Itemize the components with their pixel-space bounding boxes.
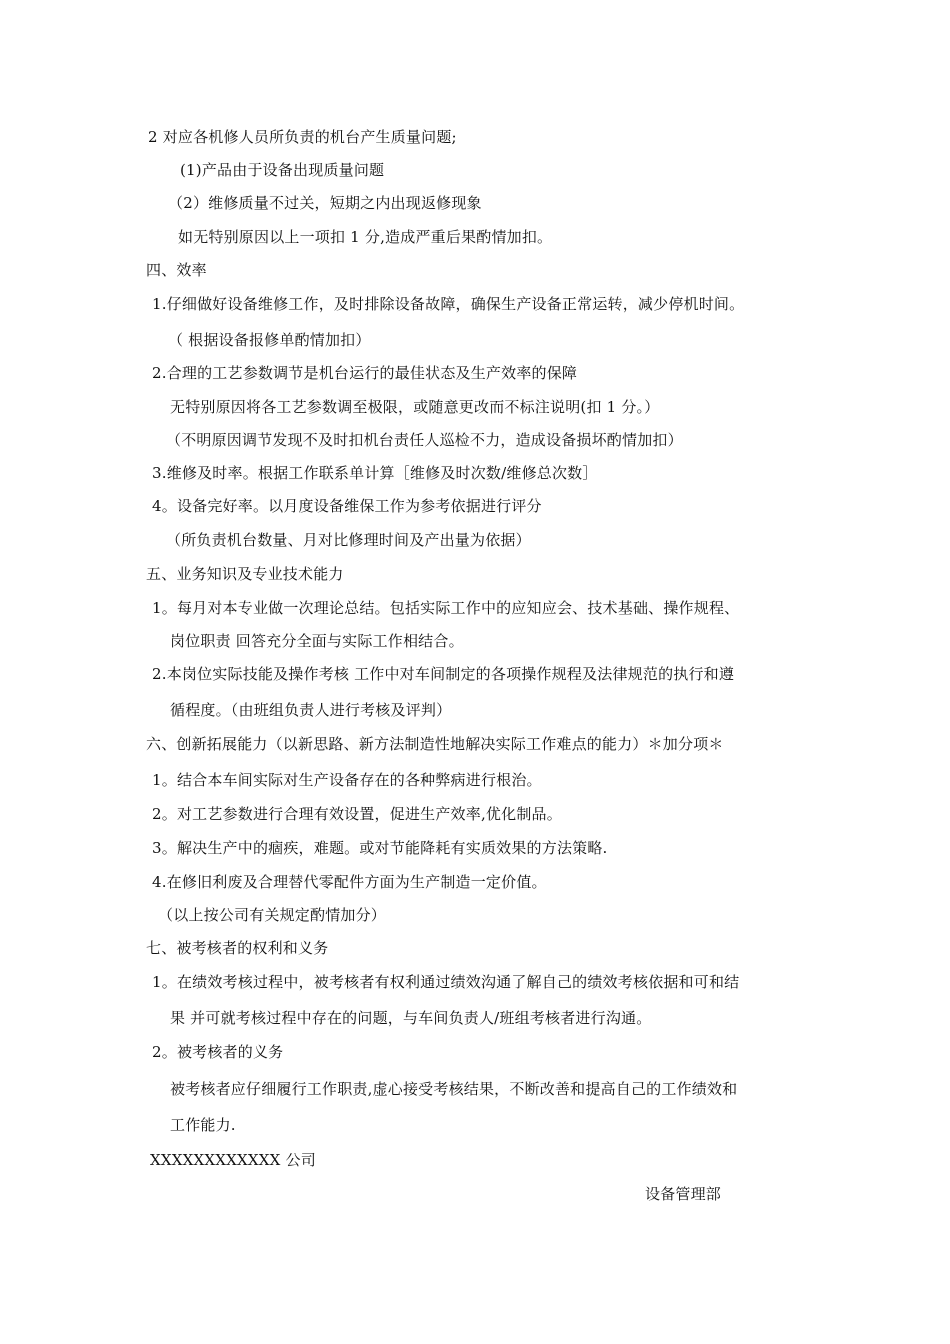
text-line: 如无特别原因以上一项扣 1 分,造成严重后果酌情加扣。: [178, 228, 553, 246]
text-line: 4。设备完好率。以月度设备维保工作为参考依据进行评分: [152, 497, 542, 515]
text-line: 4.在修旧利废及合理替代零配件方面为生产制造一定价值。: [152, 873, 547, 891]
text-line: 2.合理的工艺参数调节是机台运行的最佳状态及生产效率的保障: [152, 364, 578, 382]
text-line: 1.仔细做好设备维修工作，及时排除设备故障，确保生产设备正常运转，减少停机时间。: [152, 295, 745, 313]
section-heading: 六、创新拓展能力（以新思路、新方法制造性地解决实际工作难点的能力）＊加分项＊: [146, 735, 724, 753]
section-heading: 七、被考核者的权利和义务: [146, 939, 329, 957]
text-line: 2。对工艺参数进行合理有效设置，促进生产效率,优化制品。: [152, 805, 562, 823]
text-line: 2 对应各机修人员所负责的机台产生质量问题;: [148, 128, 457, 146]
text-line: （2）维修质量不过关，短期之内出现返修现象: [168, 194, 482, 212]
company-name: XXXXXXXXXXXX 公司: [150, 1151, 316, 1169]
text-line: 岗位职责 回答充分全面与实际工作相结合。: [170, 632, 464, 650]
text-line: 3.维修及时率。根据工作联系单计算［维修及时次数/维修总次数］: [152, 464, 598, 482]
text-line: 循程度。（由班组负责人进行考核及评判）: [170, 701, 452, 719]
section-heading: 五、业务知识及专业技术能力: [146, 565, 344, 583]
text-line: 1。在绩效考核过程中，被考核者有权利通过绩效沟通了解自己的绩效考核依据和可和结: [152, 973, 740, 991]
text-line: 无特别原因将各工艺参数调至极限，或随意更改而不标注说明(扣 1 分。）: [170, 398, 660, 416]
text-line: 果 并可就考核过程中存在的问题，与车间负责人/班组考核者进行沟通。: [170, 1009, 652, 1027]
text-line: （所负责机台数量、月对比修理时间及产出量为依据）: [166, 531, 531, 549]
text-line: (1)产品由于设备出现质量问题: [180, 161, 385, 179]
text-line: 1。每月对本专业做一次理论总结。包括实际工作中的应知应会、技术基础、操作规程、: [152, 599, 740, 617]
text-line: （不明原因调节发现不及时扣机台责任人巡检不力，造成设备损坏酌情加扣）: [166, 431, 683, 449]
text-line: 1。结合本车间实际对生产设备存在的各种弊病进行根治。: [152, 771, 542, 789]
text-line: 2.本岗位实际技能及操作考核 工作中对车间制定的各项操作规程及法律规范的执行和遵: [152, 665, 735, 683]
text-line: （以上按公司有关规定酌情加分）: [158, 906, 387, 924]
text-line: 3。解决生产中的痼疾，难题。或对节能降耗有实质效果的方法策略.: [152, 839, 608, 857]
text-line: 被考核者应仔细履行工作职责,虚心接受考核结果，不断改善和提高自己的工作绩效和: [170, 1080, 738, 1098]
text-line: 2。被考核者的义务: [152, 1043, 284, 1061]
section-heading: 四、效率: [146, 261, 207, 279]
text-line: （ 根据设备报修单酌情加扣）: [168, 331, 371, 349]
department-signature: 设备管理部: [645, 1185, 722, 1203]
text-line: 工作能力.: [170, 1116, 236, 1134]
